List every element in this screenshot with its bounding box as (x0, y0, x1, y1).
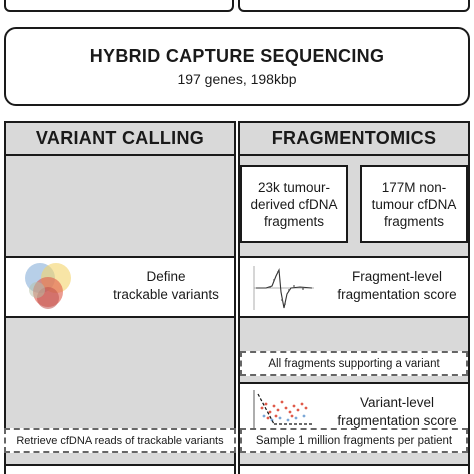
hybrid-capture-title: HYBRID CAPTURE SEQUENCING (89, 46, 385, 66)
retrieve-cfdna-reads-box: Retrieve cfDNA reads of trackable variants (4, 428, 236, 453)
define-trackable-variants-box (4, 256, 236, 318)
venn-diagram-icon (18, 260, 78, 316)
variant-level-label-line-2: fragmentation score (337, 413, 457, 428)
non-tumour-fragments-line-2: tumour cfDNA (371, 196, 457, 212)
fragment-score-plot-icon (248, 262, 318, 314)
define-label-line-2: trackable variants (113, 287, 219, 302)
variant-calling-header: VARIANT CALLING (6, 123, 234, 156)
define-label-line-1: Define (146, 269, 186, 284)
tumour-fragments-line-3: fragments (263, 213, 324, 229)
non-tumour-fragments-box (360, 165, 468, 243)
tumour-fragments-line-2: derived cfDNA (250, 196, 338, 212)
hybrid-capture-box (4, 27, 470, 106)
all-fragments-supporting-variant-box: All fragments supporting a variant (240, 351, 468, 376)
fragment-level-label-line-1: Fragment-level (351, 269, 443, 284)
sample-fragments-box: Sample 1 million fragments per patient (240, 428, 468, 453)
variant-level-label-line-1: Variant-level (359, 395, 435, 410)
bottom-left-stub-box (4, 464, 236, 474)
hybrid-capture-subtitle: 197 genes, 198kbp (177, 71, 297, 87)
tumour-fragments-box (240, 165, 348, 243)
top-left-stub-box (4, 0, 234, 12)
fragmentomics-header: FRAGMENTOMICS (240, 123, 468, 156)
bottom-right-stub-box (238, 464, 470, 474)
non-tumour-fragments-line-1: 177M non- (381, 179, 447, 195)
non-tumour-fragments-line-3: fragments (383, 213, 445, 229)
fragment-level-score-box (238, 256, 470, 318)
fragment-level-label-line-2: fragmentation score (337, 287, 457, 302)
top-right-stub-box (238, 0, 470, 12)
tumour-fragments-line-1: 23k tumour- (257, 179, 330, 195)
